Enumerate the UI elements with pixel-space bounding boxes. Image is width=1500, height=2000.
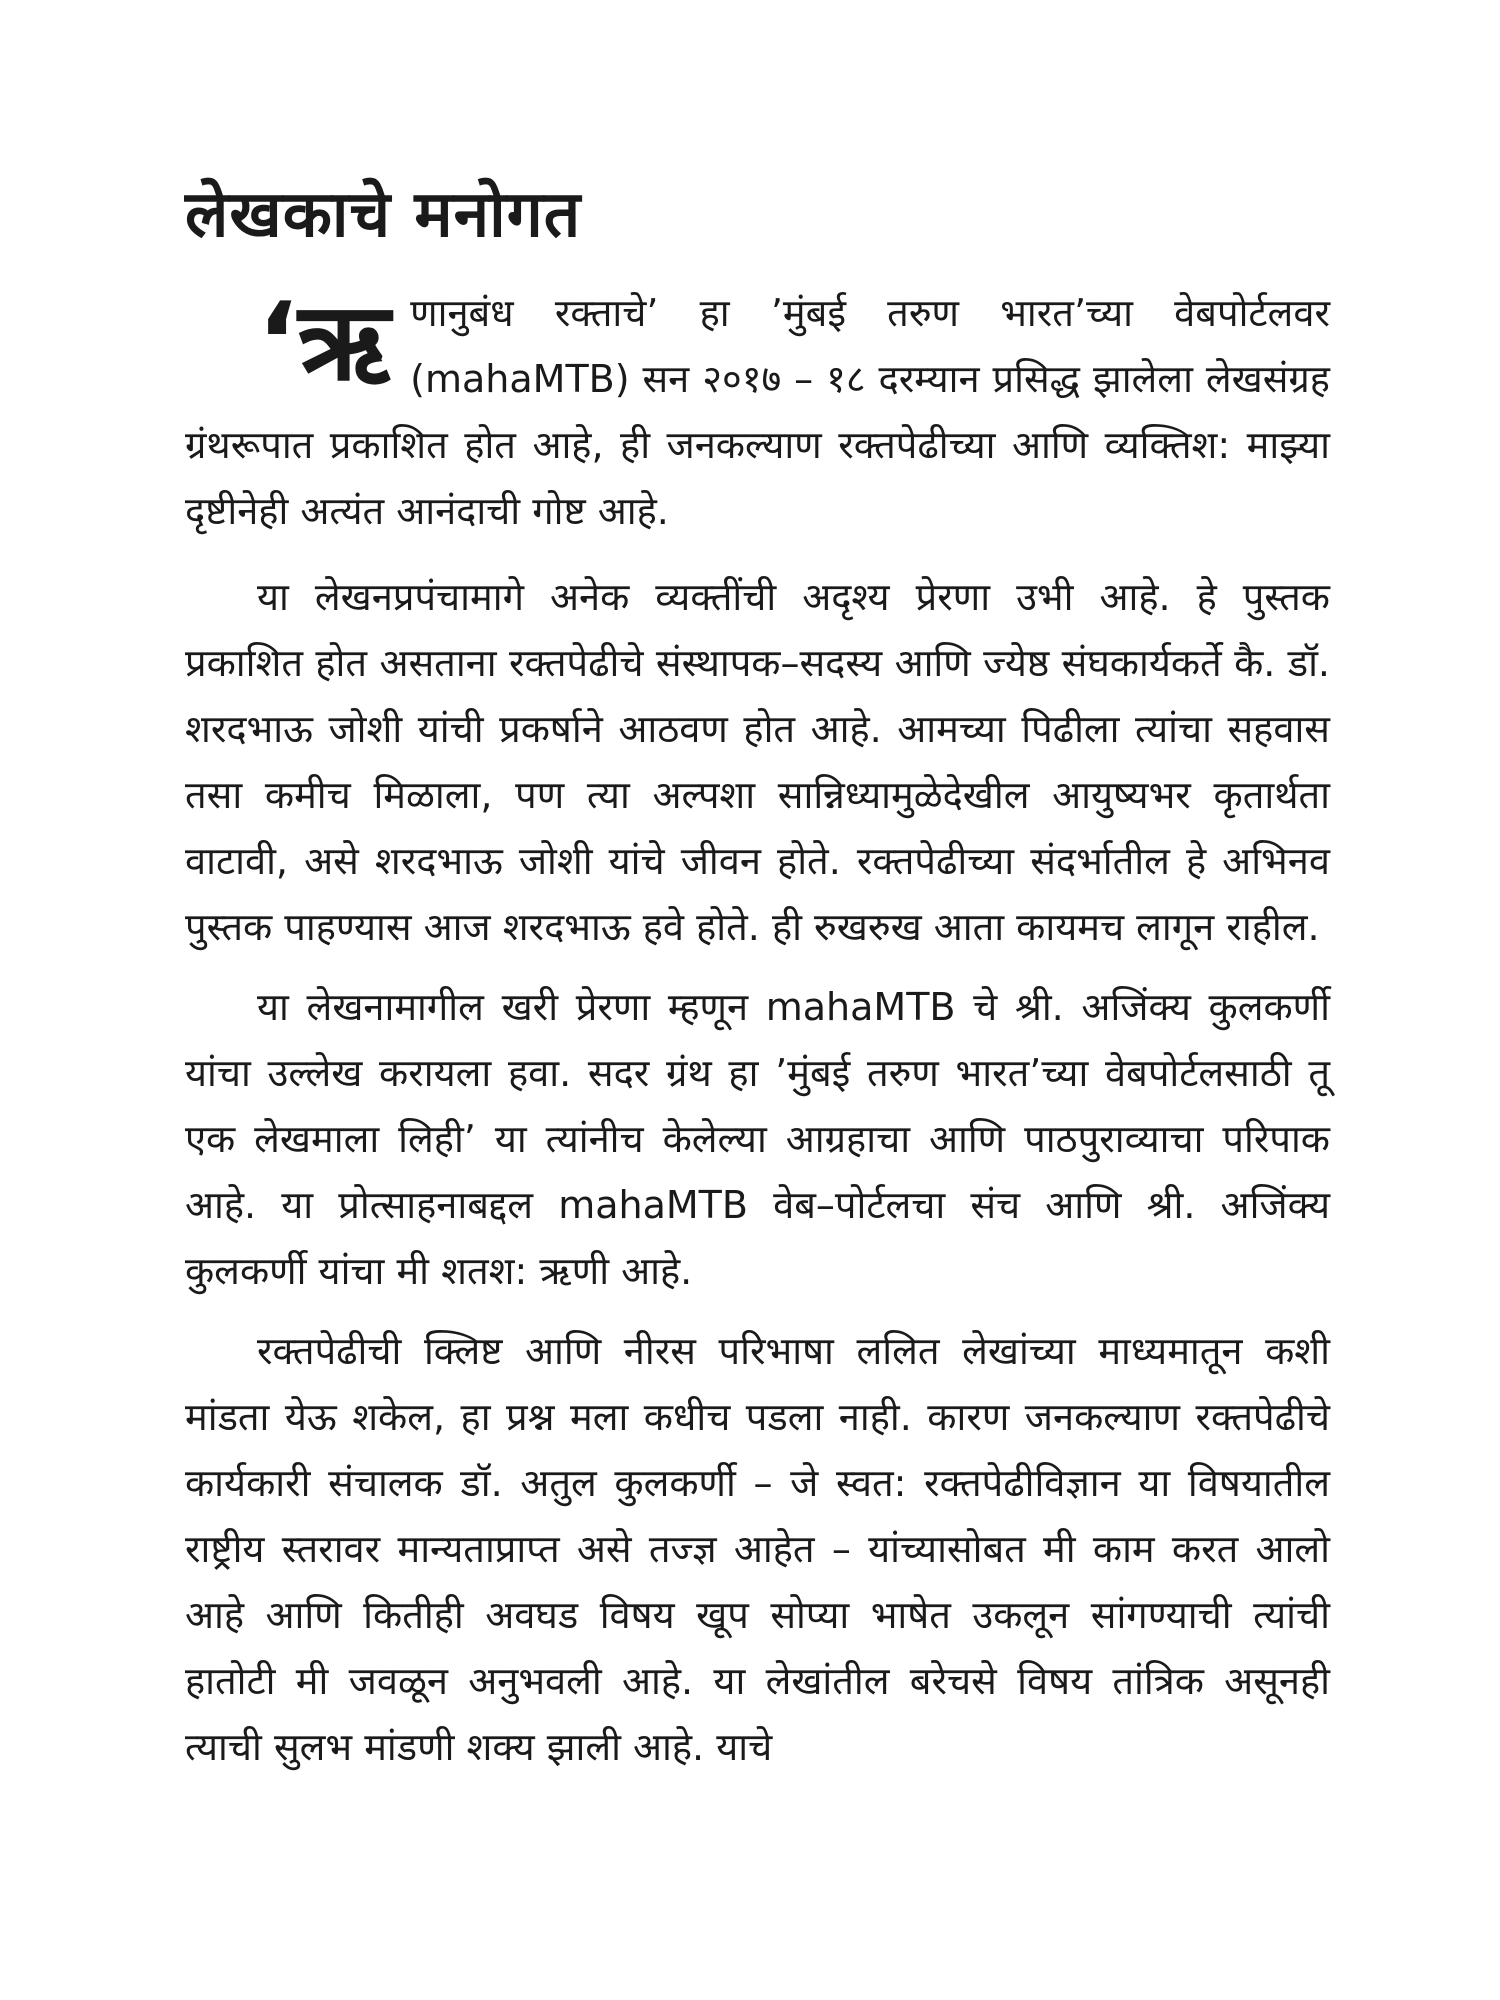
paragraph-2: या लेखनप्रपंचामागे अनेक व्यक्तींची अदृश्य प्रेरणा उभी आहे. हे पुस्तक प्रकाशित होत असताना रक्तपेढीचे संस्थापक–सदस्य आणि ज्येष्ठ संघकार्यकर्ते कै. डॉ. शरदभाऊ जोशी यांची प्रकर्षाने आठवण होत आहे. आमच्या पिढीला त्यांचा सहवास तसा कमीच मिळाला, पण त्या अल्पशा सान्निध्यामुळेदेखील आयुष्यभर कृतार्थता वाटावी, असे शरदभाऊ जोशी यांचे जीवन होते. रक्तपेढीच्या संदर्भातील हे अभिनव पुस्तक पाहण्यास आज शरदभाऊ हवे होते. ही रुखरुख आता कायमच लागून राहील. bbox=[185, 575, 1330, 950]
paragraph-4: रक्तपेढीची क्लिष्ट आणि नीरस परिभाषा ललित लेखांच्या माध्यमातून कशी मांडता येऊ शकेल, हा प्रश्न मला कधीच पडला नाही. कारण जनकल्याण रक्तपेढीचे कार्यकारी संचालक डॉ. अतुल कुलकर्णी – जे स्वत: रक्तपेढीविज्ञान या विषयातील राष्ट्रीय स्तरावर मान्यताप्राप्त असे तज्ज्ञ आहेत – यांच्यासोबत मी काम करत आलो आहे आणि कितीही अवघड विषय खूप सोप्या भाषेत उकलून सांगण्याची त्यांची हातोटी मी जवळून अनुभवली आहे. या लेखांतील बरेचसे विषय तांत्रिक असूनही त्याची सुलभ मांडणी शक्य झाली आहे. याचे bbox=[185, 1329, 1330, 1770]
page bbox=[185, 180, 1330, 1780]
paragraph-3: या लेखनामागील खरी प्रेरणा म्हणून mahaMTB चे श्री. अजिंक्य कुलकर्णी यांचा उल्लेख करायला हवा. सदर ग्रंथ हा ’मुंबई तरुण भारत’च्या वेबपोर्टलसाठी तू एक लेखमाला लिही’ या त्यांनीच केलेल्या आग्रहाचा आणि पाठपुराव्याचा परिपाक आहे. या प्रोत्साहनाबद्दल mahaMTB वेब–पोर्टलचा संच आणि श्री. अजिंक्य कुलकर्णी यांचा मी शतश: ऋणी आहे. bbox=[185, 985, 1330, 1294]
lead-paragraph bbox=[185, 280, 1330, 544]
drop-cap: ‘ऋ bbox=[257, 280, 391, 406]
page-title: लेखकाचे मनोगत bbox=[185, 178, 582, 252]
lead-paragraph-text: णानुबंध रक्ताचे’ हा ’मुंबई तरुण भारत’च्या वेबपोर्टलवर (mahaMTB) सन २०१७ – १८ दरम्यान प्रसिद्ध झालेला लेखसंग्रह ग्रंथरूपात प्रकाशित होत आहे, ही जनकल्याण रक्तपेढीच्या आणि व्यक्तिश: माझ्या दृष्टीनेही अत्यंत आनंदाची गोष्ट आहे. bbox=[185, 291, 1330, 534]
